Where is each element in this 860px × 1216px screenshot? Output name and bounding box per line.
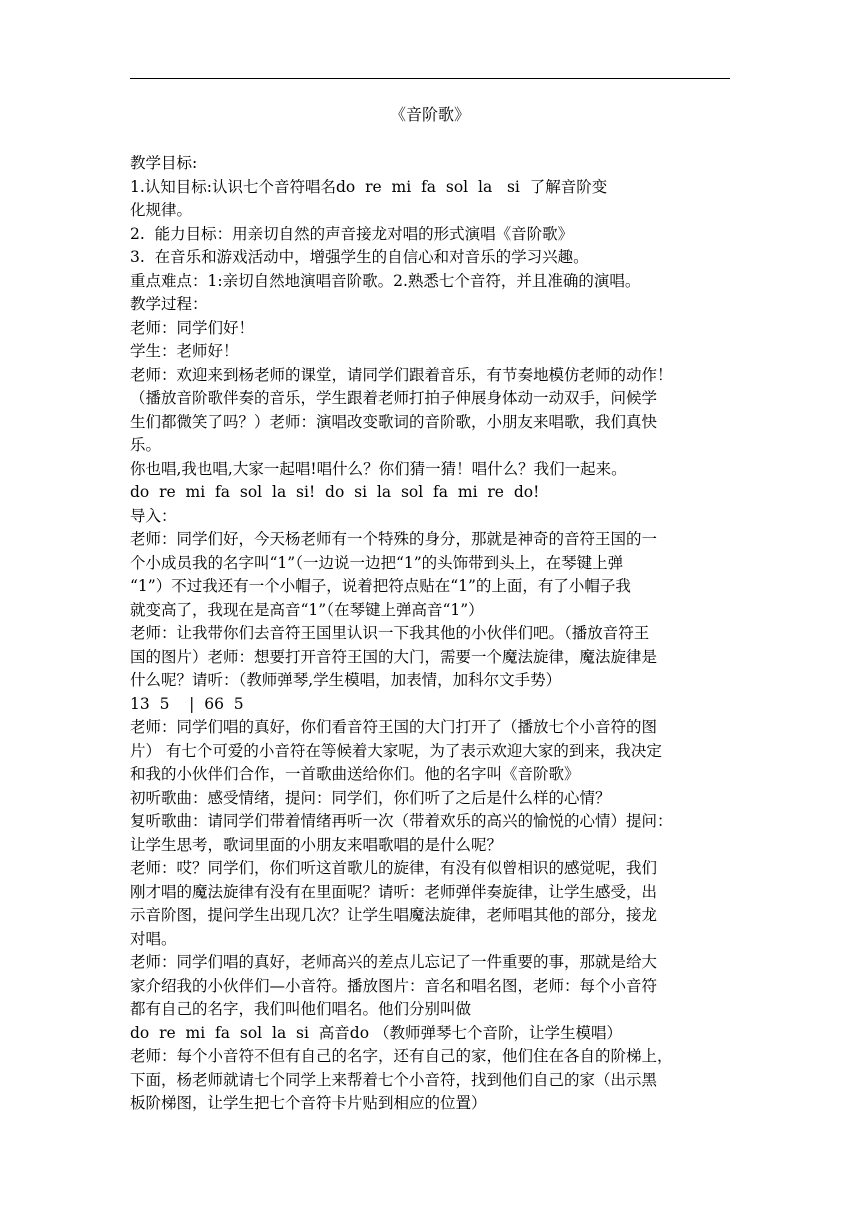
text-line: 老师：同学们唱的真好，老师高兴的差点儿忘记了一件重要的事，那就是给大 [130, 953, 658, 971]
text-line: “1”）不过我还有一个小帽子，说着把符点贴在“1”的上面，有了小帽子我 [130, 577, 631, 595]
document-title: 《音阶歌》 [389, 105, 470, 124]
text-line: 国的图片）老师：想要打开音符王国的大门，需要一个魔法旋律，魔法旋律是 [130, 647, 658, 666]
text-line: 老师：同学们唱的真好，你们看音符王国的大门打开了（播放七个小音符的图 [130, 718, 658, 736]
text-line: 老师：每个小音符不但有自己的名字，还有自己的家，他们住在各自的阶梯上， [130, 1047, 673, 1065]
text-line: （播放音阶歌伴奏的音乐，学生跟着老师打拍子伸展身体动一动双手，问候学 [130, 389, 658, 407]
text-line: 生们都微笑了吗？）老师：演唱改变歌词的音阶歌，小朋友来唱歌，我们真快 [130, 412, 658, 431]
text-line: 1.认知目标:认识七个音符唱名do re mi fa sol la si 了解音阶变 [130, 177, 608, 196]
text-line: 老师：欢迎来到杨老师的课堂，请同学们跟着音乐，有节奏地模仿老师的动作！ [130, 365, 673, 384]
text-line: 老师：哎？同学们，你们听这首歌儿的旋律，有没有似曾相识的感觉呢，我们 [130, 859, 658, 877]
text-line: 和我的小伙伴们合作，一首歌曲送给你们。他的名字叫《音阶歌》 [130, 765, 580, 783]
text-line: 就变高了，我现在是高音“1”（在琴键上弹高音“1”） [130, 600, 484, 619]
text-line: 乐。 [130, 436, 162, 454]
text-line: 初听歌曲：感受情绪，提问：同学们，你们听了之后是什么样的心情？ [130, 788, 611, 807]
text-line: 片） 有七个可爱的小音符在等候着大家呢，为了表示欢迎大家的到来，我决定 [130, 741, 662, 760]
text-line: 板阶梯图，让学生把七个音符卡片贴到相应的位置） [130, 1094, 487, 1112]
text-line: 都有自己的名字，我们叫他们唱名。他们分别叫做 [130, 1000, 472, 1018]
text-line: 老师：同学们好，今天杨老师有一个特殊的身分，那就是神奇的音符王国的一 [130, 530, 658, 548]
text-line: 你也唱,我也唱,大家一起唱!唱什么？你们猜一猜！唱什么？我们一起来。 [130, 459, 627, 478]
text-line: do re mi fa sol la si 高音do （教师弹琴七个音阶，让学生模唱） [130, 1023, 622, 1042]
text-line: 教学目标: [130, 154, 198, 172]
text-line: 老师：让我带你们去音符王国里认识一下我其他的小伙伴们吧。（播放音符王 [130, 624, 650, 642]
text-line: 13 5 | 66 5 [130, 694, 244, 713]
text-line: 3. 在音乐和游戏活动中，增强学生的自信心和对音乐的学习兴趣。 [130, 248, 589, 266]
document-body [130, 152, 730, 1116]
text-line: 教学过程： [130, 295, 208, 313]
text-line: 示音阶图，提问学生出现几次？让学生唱魔法旋律，老师唱其他的部分，接龙 [130, 906, 658, 924]
text-line: 个小成员我的名字叫“1”（一边说一边把“1”的头饰带到头上，在琴键上弹 [130, 553, 624, 572]
text-line: 什么呢？请听：（教师弹琴,学生模唱，加表情，加科尔文手势） [130, 671, 562, 689]
text-line: 2. 能力目标：用亲切自然的声音接龙对唱的形式演唱《音阶歌》 [130, 224, 574, 243]
text-line: 下面，杨老师就请七个同学上来帮着七个小音符，找到他们自己的家（出示黑 [130, 1070, 658, 1089]
text-line: 学生：老师好！ [130, 342, 239, 360]
text-line: 老师：同学们好！ [130, 318, 255, 337]
text-line: 对唱。 [130, 929, 177, 948]
text-line: 导入： [130, 506, 177, 525]
text-line: 复听歌曲：请同学们带着情绪再听一次（带着欢乐的高兴的愉悦的心情）提问： [130, 812, 673, 830]
text-line: 让学生思考，歌词里面的小朋友来唱歌唱的是什么呢？ [130, 835, 503, 854]
text-line: do re mi fa sol la si! do si la sol fa mi re do! [130, 483, 540, 501]
text-line: 化规律。 [130, 201, 193, 219]
text-line: 刚才唱的魔法旋律有没有在里面呢？请听：老师弹伴奏旋律，让学生感受，出 [130, 882, 658, 901]
text-line: 重点难点：1:亲切自然地演唱音阶歌。2.熟悉七个音符，并且准确的演唱。 [130, 271, 641, 290]
header-rule [130, 78, 730, 79]
text-line: 家介绍我的小伙伴们—小音符。播放图片：音名和唱名图，老师：每个小音符 [130, 976, 658, 995]
